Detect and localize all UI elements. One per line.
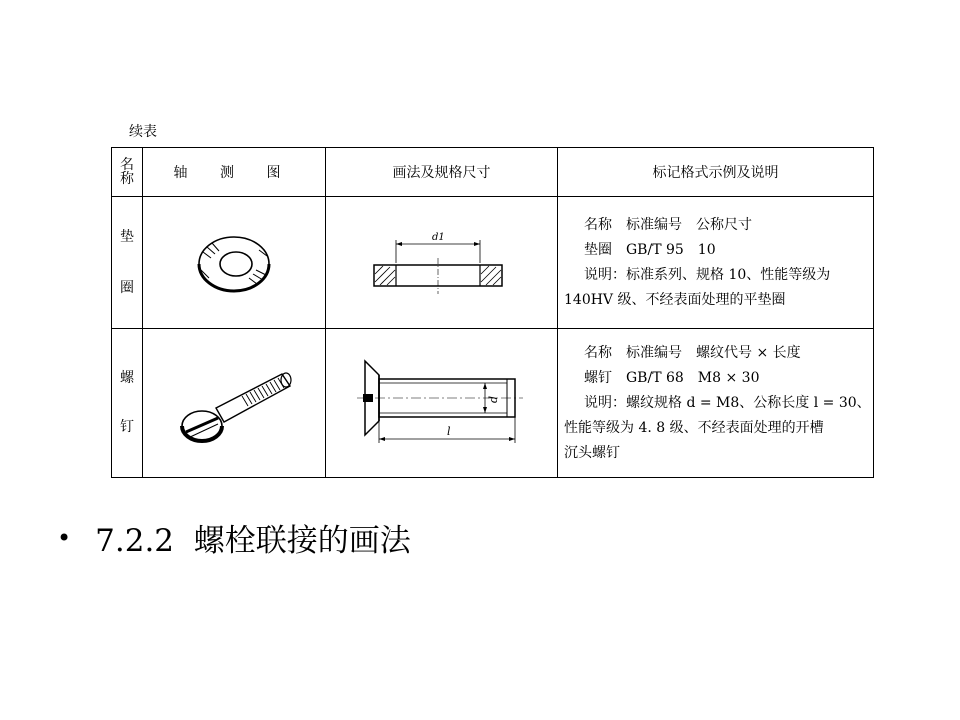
desc-line: 螺钉 GB/T 68 M8 × 30 bbox=[584, 369, 760, 386]
screw-description bbox=[558, 329, 874, 478]
bullet-icon: • bbox=[57, 523, 72, 552]
row-name-washer bbox=[112, 197, 143, 329]
table-row bbox=[112, 329, 874, 478]
header-drawing: 画法及规格尺寸 bbox=[326, 148, 558, 197]
desc-line: 140HV 级、不经表面处理的平垫圈 bbox=[564, 291, 786, 308]
screw-isometric-cell bbox=[143, 329, 326, 478]
header-name bbox=[112, 148, 143, 197]
washer-description bbox=[558, 197, 874, 329]
desc-line: 说明：螺纹规格 d = M8、公称长度 l = 30、 bbox=[584, 394, 871, 411]
section-heading-text: 7.2.2 螺栓联接的画法 bbox=[95, 523, 411, 559]
table-row bbox=[112, 197, 874, 329]
header-name-label: 名称 bbox=[120, 157, 134, 187]
desc-line: 垫圈 GB/T 95 10 bbox=[584, 241, 716, 258]
desc-line: 沉头螺钉 bbox=[564, 444, 620, 461]
desc-line: 名称 标准编号 公称尺寸 bbox=[584, 216, 752, 233]
header-isometric-label: 轴 测 图 bbox=[173, 165, 295, 181]
table-header-row bbox=[112, 148, 874, 197]
desc-line: 名称 标准编号 螺纹代号 × 长度 bbox=[584, 344, 801, 361]
washer-d1-label: d1 bbox=[431, 231, 445, 243]
screw-drawing bbox=[357, 353, 527, 453]
header-marking: 标记格式示例及说明 bbox=[558, 148, 874, 197]
table-caption: 续表 bbox=[129, 124, 157, 140]
washer-section-drawing bbox=[372, 228, 512, 298]
screw-isometric-icon bbox=[164, 356, 304, 451]
desc-line: 说明：标准系列、规格 10、性能等级为 bbox=[584, 266, 831, 283]
name-char: 圈 bbox=[120, 279, 134, 296]
washer-isometric-icon bbox=[189, 228, 279, 298]
screw-drawing-cell bbox=[326, 329, 558, 478]
section-heading bbox=[57, 515, 411, 560]
name-char: 垫 bbox=[120, 228, 134, 245]
fastener-spec-table bbox=[111, 147, 874, 478]
screw-d-label: d bbox=[486, 395, 500, 403]
name-char: 螺 bbox=[120, 370, 134, 386]
header-isometric bbox=[143, 148, 326, 197]
desc-line: 性能等级为 4. 8 级、不经表面处理的开槽 bbox=[564, 419, 824, 436]
screw-l-label: l bbox=[446, 425, 451, 438]
row-name-screw bbox=[112, 329, 143, 478]
name-char: 钉 bbox=[120, 419, 134, 436]
washer-isometric-cell bbox=[143, 197, 326, 329]
washer-drawing-cell bbox=[326, 197, 558, 329]
